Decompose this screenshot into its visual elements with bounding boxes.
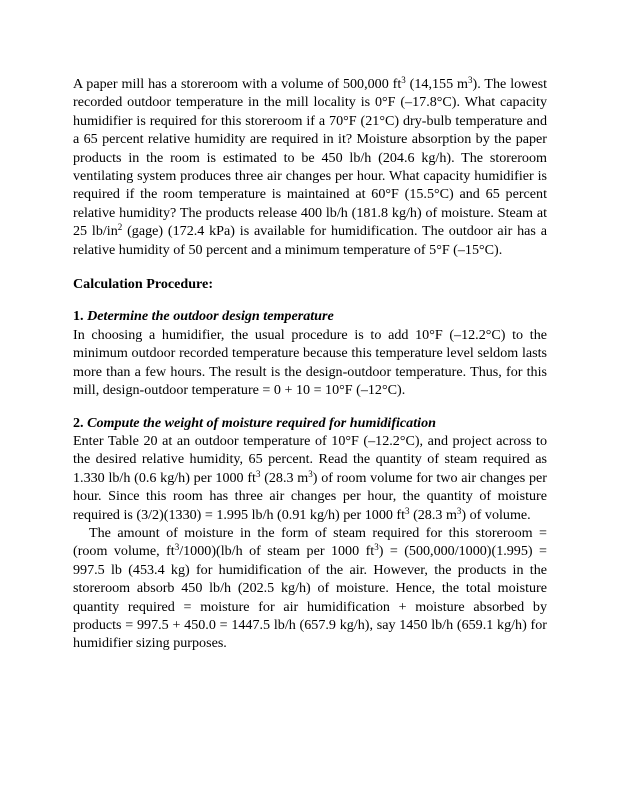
step-2-title-text: Compute the weight of moisture required for humidification — [87, 414, 436, 431]
step-2-p1-text-b: (28.3 m — [260, 469, 309, 486]
procedure-heading: Calculation Procedure: — [73, 276, 214, 293]
step-2-p2-text-c: ) = (500,000/1000)(1.995) = 997.5 lb (453.4 kg) for humidification of the air. However, the products in the storeroom absorb 450 lb/h (202.5 kg/h) of moisture. Hence, the total moisture quantity required = moisture for air humidification + moisture absorbed by products = 997.5 + 450.0 = 1447.5 lb/h (657.9 kg/h), say 1450 lb/h (659.1 kg/h) for humidifier sizing purposes. — [73, 543, 547, 652]
document-page — [73, 75, 547, 667]
superscript: 3 — [405, 505, 410, 516]
step-2-p1-text-a: Enter Table 20 at an outdoor temperature of 10°F (–12.2°C), and project across to the desired relative humidity, 65 percent. Read the quantity of steam required as 1.330 lb/h (0.6 kg/h) per 1000 ft — [73, 432, 547, 486]
step-1-title — [73, 307, 547, 325]
superscript: 3 — [456, 505, 462, 516]
step-2-number: 2. — [73, 414, 88, 431]
superscript: 3 — [255, 468, 261, 479]
problem-statement — [73, 75, 547, 259]
superscript: 3 — [308, 468, 313, 479]
intro-text-1: A paper mill has a storeroom with a volume of 500,000 ft — [73, 76, 402, 92]
step-1-number: 1. — [73, 308, 88, 325]
step-2 — [73, 414, 547, 653]
intro-text-4: (gage) (172.4 kPa) is available for humidification. The outdoor air has a relative humidity of 50 percent and a minimum temperature of 5°F (–15°C). — [73, 223, 547, 258]
step-1 — [73, 307, 547, 399]
intro-text-3: ). The lowest recorded outdoor temperature in the mill locality is 0°F (–17.8°C). What capacity humidifier is required for this storeroom if a 70°F (21°C) dry-bulb temperature and a 65 percent relative humidity are required in it? Moisture absorption by the paper products in the room is estimated to be 450 lb/h (204.6 kg/h). The storeroom ventilating system produces three air changes per hour. What capacity humidifier is required if the room temperature is maintained at 60°F (15.5°C) and 65 percent relative humidity? The products release 400 lb/h (181.8 kg/h) of moisture. Steam at 25 lb/in — [73, 76, 547, 240]
step-2-p1-text-c: ) of room volume for two air changes per hour. Since this room has three air changes per hour, the quantity of moisture required is (3/2)(1330) = 1.995 lb/h (0.91 kg/h) per 1000 ft — [73, 469, 547, 523]
step-2-p1-text-e: ) of volume. — [461, 506, 531, 523]
superscript: 3 — [374, 542, 379, 553]
step-2-title — [73, 414, 547, 432]
step-2-paragraph-2 — [73, 524, 547, 653]
step-2-p2-text-b: /1000)(lb/h of steam per 1000 ft — [179, 543, 375, 560]
step-1-body: In choosing a humidifier, the usual procedure is to add 10°F (–12.2°C) to the minimum outdoor recorded temperature because this temperature level seldom lasts more than a few hours. The result is the design-outdoor temperature. Thus, for this mill, design-outdoor temperature = 0 + 10 = 10°F (–12°C). — [73, 326, 547, 399]
superscript: 3 — [401, 75, 406, 85]
step-2-p1-text-d: (28.3 m — [409, 506, 457, 523]
step-2-paragraph-1 — [73, 432, 547, 524]
superscript: 3 — [468, 75, 473, 85]
step-2-p2-text-a: The amount of moisture in the form of steam required for this storeroom = (room volume, ft — [73, 524, 547, 560]
intro-text-2: (14,155 m — [405, 76, 469, 92]
superscript: 2 — [117, 222, 123, 233]
superscript: 3 — [174, 542, 180, 553]
step-1-title-text: Determine the outdoor design temperature — [87, 308, 334, 325]
